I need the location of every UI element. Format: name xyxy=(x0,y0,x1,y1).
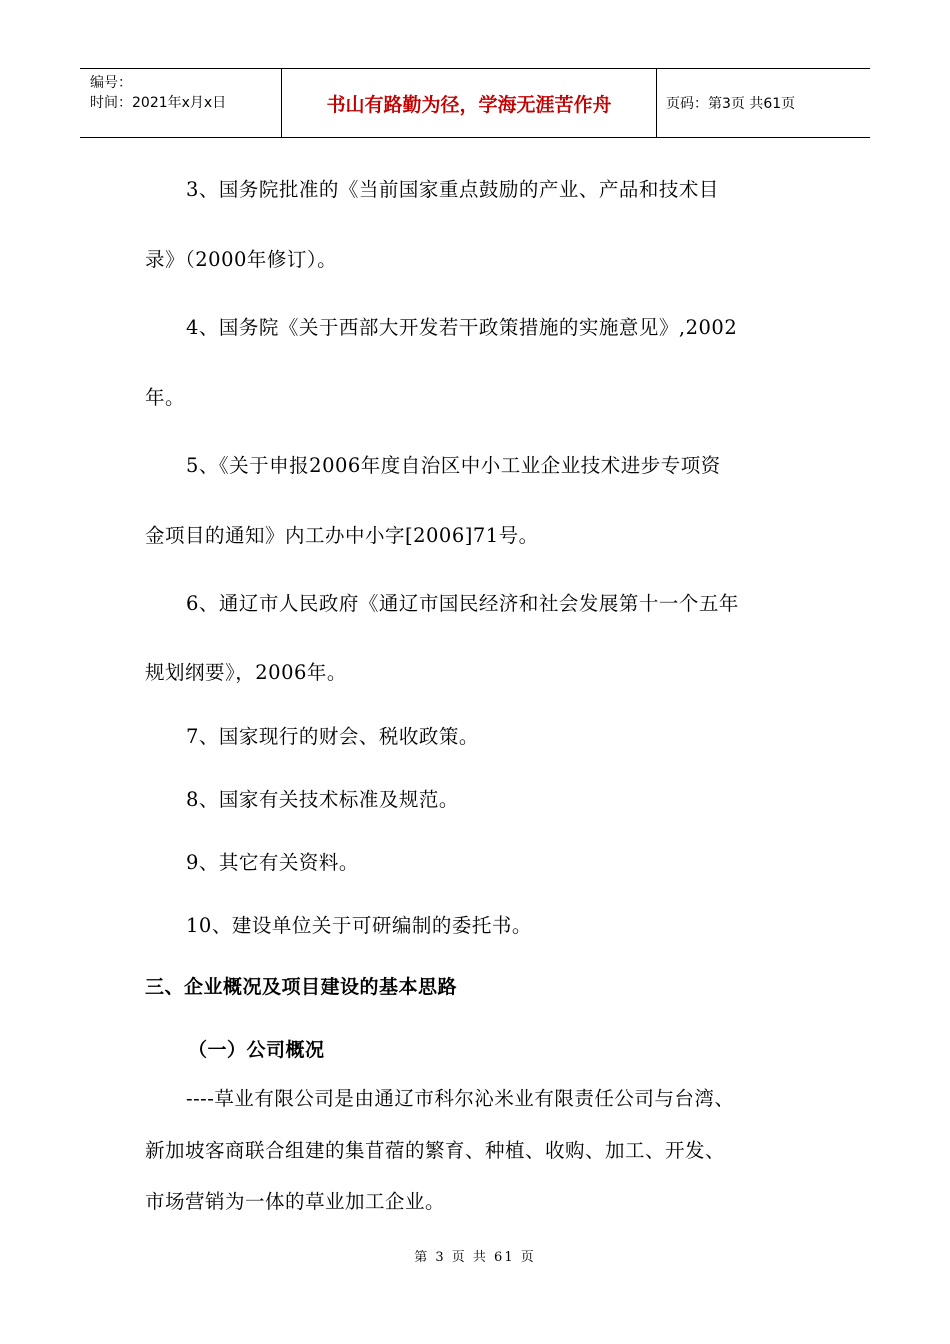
body-line: 8、国家有关技术标准及规范。 xyxy=(186,788,459,811)
body-line: 金项目的通知》内工办中小字[2006]71号。 xyxy=(145,524,539,547)
page-footer xyxy=(0,1246,950,1265)
body-line: 市场营销为一体的草业加工企业。 xyxy=(145,1190,446,1213)
body-line: 4、国务院《关于西部大开发若干政策措施的实施意见》,2002 xyxy=(186,316,738,339)
page-header xyxy=(80,68,870,138)
body-line: ----草业有限公司是由通辽市科尔沁米业有限责任公司与台湾、 xyxy=(186,1087,735,1110)
body-line: 5、《关于申报2006年度自治区中小工业企业技术进步专项资 xyxy=(186,454,721,477)
document-number-label: 编号： xyxy=(90,75,132,91)
header-page-info: 页码：第3页 共61页 xyxy=(666,96,796,112)
body-line: 3、国务院批准的《当前国家重点鼓励的产业、产品和技术目 xyxy=(186,178,719,201)
header-motto: 书山有路勤为径，学海无涯苦作舟 xyxy=(326,93,612,116)
document-date-label: 时间：2021年x月x日 xyxy=(90,95,227,111)
footer-page-number: 第 3 页 共 61 页 xyxy=(414,1250,536,1265)
body-line: 6、通辽市人民政府《通辽市国民经济和社会发展第十一个五年 xyxy=(186,592,739,615)
subsection-heading: （一）公司概况 xyxy=(188,1039,325,1061)
body-line: 规划纲要》，2006年。 xyxy=(145,661,347,684)
header-meta xyxy=(80,69,280,137)
body-line: 年。 xyxy=(145,386,186,409)
body-line: 7、国家现行的财会、税收政策。 xyxy=(186,725,479,748)
body-line: 10、建设单位关于可研编制的委托书。 xyxy=(186,914,532,937)
section-heading: 三、企业概况及项目建设的基本思路 xyxy=(145,976,458,998)
body-line: 新加坡客商联合组建的集苜蓿的繁育、种植、收购、加工、开发、 xyxy=(145,1139,726,1162)
body-line: 录》（2000年修订）。 xyxy=(145,248,338,271)
header-motto-cell xyxy=(281,69,657,137)
body-line: 9、其它有关资料。 xyxy=(186,851,359,874)
